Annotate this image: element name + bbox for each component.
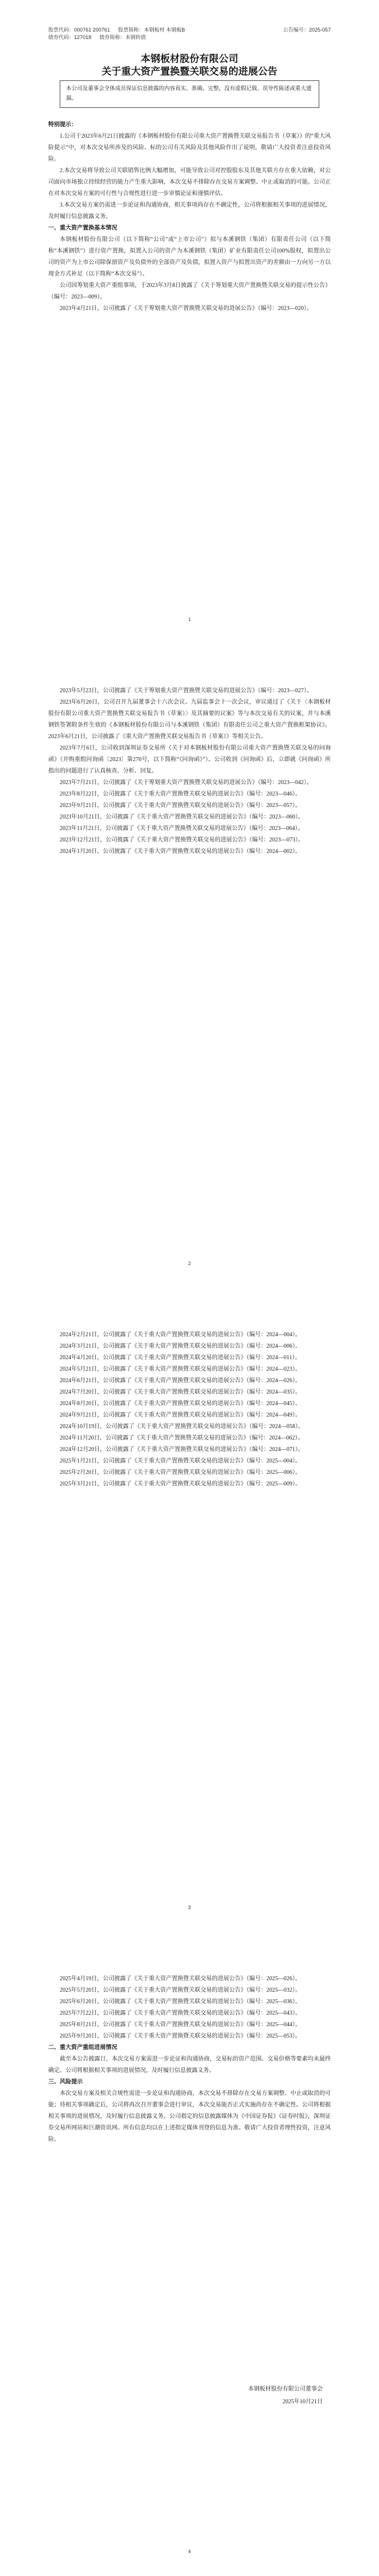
special-tip-1: 1.公司于2023年6月21日披露的《本钢板材股份有限公司重大资产置换暨关联交易报告书（草案）》的“重大风险提示”中，对本次交易所涉及的风险、标的公司有关风险及其他风险作出了说明，敬请广大投资者注意投资风险。 [48, 133, 331, 162]
special-tip-2: 2.本次交易将导致公司关联销售比例大幅增加，可能导致公司对控股股东及其他关联方存在重大依赖，对公司面向市场独立持续经营的能力产生重大影响，本次交易不排除存在交易方案调整、中止或取消的可能。公司正在对本次交易方案的可行性与合规性进行进一步审慎论证和谨慎评估。 [48, 168, 331, 197]
section1-para: 2024年8月20日，公司披露了《关于重大资产置换暨关联交易的进展公告》（编号：2024—045）。 [60, 1400, 301, 1407]
special-tip-heading: 特别提示： [48, 122, 77, 128]
section1-para: 2023年6月20日，公司召开九届董事会十六次会议、九届监事会十一次会议，审议通过了《关于〈本钢板材股份有限公司重大资产置换暨关联交易报告书（草案）〉及其摘要的议案》等与本次交易有关的议案，并与本溪钢铁签署附条件生效的《本钢板材股份有限公司与本溪钢铁（集团）有限责任公司之重大资产置换框架协议》。2023年6月21日，公司披露了《重大资产置换暨关联交易报告书（草案）》等相关公告。 [48, 699, 331, 740]
notice-header [48, 26, 331, 41]
notice-number: 公告编号：2025-057 [283, 27, 331, 33]
section1-para: 2024年10月19日，公司披露了《关于重大资产置换暨关联交易的进展公告》（编号：2024—058）。 [60, 1423, 304, 1430]
special-tip-3: 3.本次交易方案仍需进一步论证和沟通协商，相关事项尚存在不确定性，公司将根据相关事项的进展情况，及时履行信息披露义务。 [48, 202, 331, 220]
section1-para: 2025年9月20日，公司披露了《关于重大资产置换暨关联交易的进展公告》（编号：2025—053）。 [60, 2033, 301, 2039]
bond-abbr: 债券简称：本钢转债 [99, 34, 146, 40]
notice-title: 关于重大资产置换暨关联交易的进展公告 [102, 66, 277, 77]
board-guarantee-box: 本公司及董事会全体成员保证信息披露的内容真实、准确、完整，没有虚假记载、误导性陈述或重大遗漏。 [60, 80, 319, 108]
document-page-2 [0, 644, 379, 1288]
document-page-4 [0, 1932, 379, 2576]
section1-para: 2025年1月21日，公司披露了《关于重大资产置换暨关联交易的进展公告》（编号：2025—004）。 [60, 1458, 301, 1464]
section1-para: 2023年10月21日，公司披露了《关于重大资产置换暨关联交易的进展公告》（编号：2023—060）。 [60, 814, 304, 820]
section1-para: 2024年11月20日，公司披露了《关于重大资产置换暨关联交易的进展公告》（编号：2024—062）。 [60, 1435, 304, 1441]
section1-para: 2023年9月21日，公司披露了《关于重大资产置换暨关联交易的进展公告》（编号：2023—057）。 [60, 802, 301, 809]
company-title: 本钢板材股份有限公司 [141, 53, 238, 64]
section1-para: 2024年6月21日，公司披露了《关于重大资产置换暨关联交易的进展公告》（编号：2024—026）。 [60, 1378, 301, 1384]
stock-code: 股票代码：000761 200761 [48, 27, 110, 33]
section1-para: 公司因筹划重大资产重组事项，于2023年3月8日披露了《关于筹划重大资产置换暨关联交易的提示性公告》（编号：2023—009）。 [48, 282, 331, 300]
section1-para: 2023年5月23日，公司披露了《关于筹划重大资产置换暨关联交易的进展公告》（编号：2023—027）。 [60, 688, 312, 694]
section1-para: 2023年12月21日，公司披露了《关于重大资产置换暨关联交易的进展公告》（编号：2023—073）。 [60, 837, 304, 843]
page2-body [48, 685, 331, 858]
section1-para: 2024年2月21日，公司披露了《关于重大资产置换暨关联交易的进展公告》（编号：2024—004）。 [60, 1332, 301, 1338]
page-number: 3 [188, 1905, 191, 1910]
section1-para: 2025年4月19日，公司披露了《关于重大资产置换暨关联交易的进展公告》（编号：2025—026）。 [60, 1976, 301, 1982]
page-number: 1 [188, 617, 191, 622]
section1-para: 2023年11月21日，公司披露了《关于重大资产置换暨关联交易的进展公告》（编号：2023—064）。 [60, 825, 304, 832]
section1-para: 2024年9月21日，公司披露了《关于重大资产置换暨关联交易的进展公告》（编号：2024—049）。 [60, 1412, 301, 1418]
page3-body [48, 1329, 331, 1490]
stock-abbr: 股票简称：本钢板材 本钢板B [118, 27, 185, 33]
section1-para: 2024年7月20日，公司披露了《关于重大资产置换暨关联交易的进展公告》（编号：2024—035）。 [60, 1389, 301, 1395]
page-number: 4 [188, 2549, 191, 2554]
section3-para: 本次交易方案及相关合规性需进一步论证和沟通协商，本次交易不排除存在交易方案调整、中止或取消的可能；待相关事项确定后，公司将再次召开董事会进行审议，本次交易能否正式实施尚存在不确定性。公司将根据相关事项的进展情况，及时履行信息披露义务。公司指定的信息披露媒体为《中国证券报》《证券时报》，深圳证券交易所网站和巨潮资讯网。所有信息均以在上述指定媒体刊登的信息为准。敬请广大投资者理性投资，注意风险。 [48, 2090, 331, 2143]
section1-para: 2025年2月20日，公司披露了《关于重大资产置换暨关联交易的进展公告》（编号：2025—006）。 [60, 1469, 301, 1476]
section2-heading: 二、重大资产重组进展情况 [48, 2044, 117, 2051]
section1-para: 2023年4月21日，公司披露了《关于筹划重大资产置换暨关联交易的进展公告》（编号：2023—020）。 [60, 305, 312, 312]
section3-heading: 三、风险提示 [48, 2079, 83, 2085]
page1-body [48, 119, 331, 315]
section1-para: 本钢板材股份有限公司（以下简称“公司”或“上市公司”）拟与本溪钢铁（集团）有限责任公司（以下简称“本溪钢铁”）进行资产置换，拟置入公司的资产为本溪钢铁（集团）矿业有限责任公司100%股权，拟置出公司的资产为上市公司除保留资产及负债外的全部资产及负债，拟置入资产与拟置出资产的差额由一方向另一方以现金方式补足（以下简称“本次交易”）。 [48, 236, 331, 277]
section1-para: 2023年8月22日，公司披露了《关于重大资产置换暨关联交易的进展公告》（编号：2023—046）。 [60, 791, 301, 797]
section1-para: 2024年1月20日，公司披露了《关于重大资产置换暨关联交易的进展公告》（编号：2024—002）。 [60, 848, 301, 855]
signature-block [248, 2383, 323, 2408]
page4-body [48, 1973, 331, 2146]
section1-para: 2024年5月21日，公司披露了《关于重大资产置换暨关联交易的进展公告》（编号：2024—023）。 [60, 1366, 301, 1372]
section1-para: 2024年4月20日，公司披露了《关于重大资产置换暨关联交易的进展公告》（编号：2024—011）。 [60, 1355, 301, 1361]
document-page-3 [0, 1288, 379, 1932]
section1-para: 2024年3月21日，公司披露了《关于重大资产置换暨关联交易的进展公告》（编号：2024—006）。 [60, 1343, 301, 1349]
section1-para: 2024年12月20日，公司披露了《关于重大资产置换暨关联交易的进展公告》（编号：2024—071）。 [60, 1446, 304, 1453]
section1-para: 2025年8月21日，公司披露了《关于重大资产置换暨关联交易的进展公告》（编号：2025—044）。 [60, 2022, 301, 2028]
bond-code: 债券代码：127018 [48, 34, 92, 40]
signature-company: 本钢板材股份有限公司董事会 [248, 2386, 323, 2392]
section1-heading: 一、重大资产置换基本情况 [48, 225, 117, 231]
section1-para: 2025年3月21日，公司披露了《关于重大资产置换暨关联交易的进展公告》（编号：2025—009）。 [60, 1481, 301, 1487]
section1-para: 2025年6月20日，公司披露了《关于重大资产置换暨关联交易的进展公告》（编号：2025—036）。 [60, 1999, 301, 2005]
section1-para: 2023年7月21日，公司披露了《关于筹划重大资产置换暨关联交易的进展公告》（编号：2023—042）。 [60, 779, 312, 786]
section2-para: 截至本公告披露日，本次交易方案需进一步论证和沟通协商，交易标的资产范围、交易价格等要素均未最终确定。公司将根据相关事项的进展情况，及时履行信息披露义务。 [48, 2056, 331, 2074]
section1-para: 2023年7月6日，公司收到深圳证券交易所《关于对本钢板材股份有限公司重大资产置换暨关联交易的问询函》（并购重组问询函〔2023〕第270号，以下简称“《问询函》”）。公司收到《问询函》后，立即就《问询函》所指出的问题进行了认真核查、分析、回复。 [48, 745, 331, 774]
document-page-1 [0, 0, 379, 644]
section1-para: 2025年5月20日，公司披露了《关于重大资产置换暨关联交易的进展公告》（编号：2025—032）。 [60, 1987, 301, 1993]
signature-date: 2025年10月21日 [283, 2399, 323, 2405]
section1-para: 2025年7月22日，公司披露了《关于重大资产置换暨关联交易的进展公告》（编号：2025—043）。 [60, 2010, 301, 2016]
page-number: 2 [188, 1261, 191, 1266]
